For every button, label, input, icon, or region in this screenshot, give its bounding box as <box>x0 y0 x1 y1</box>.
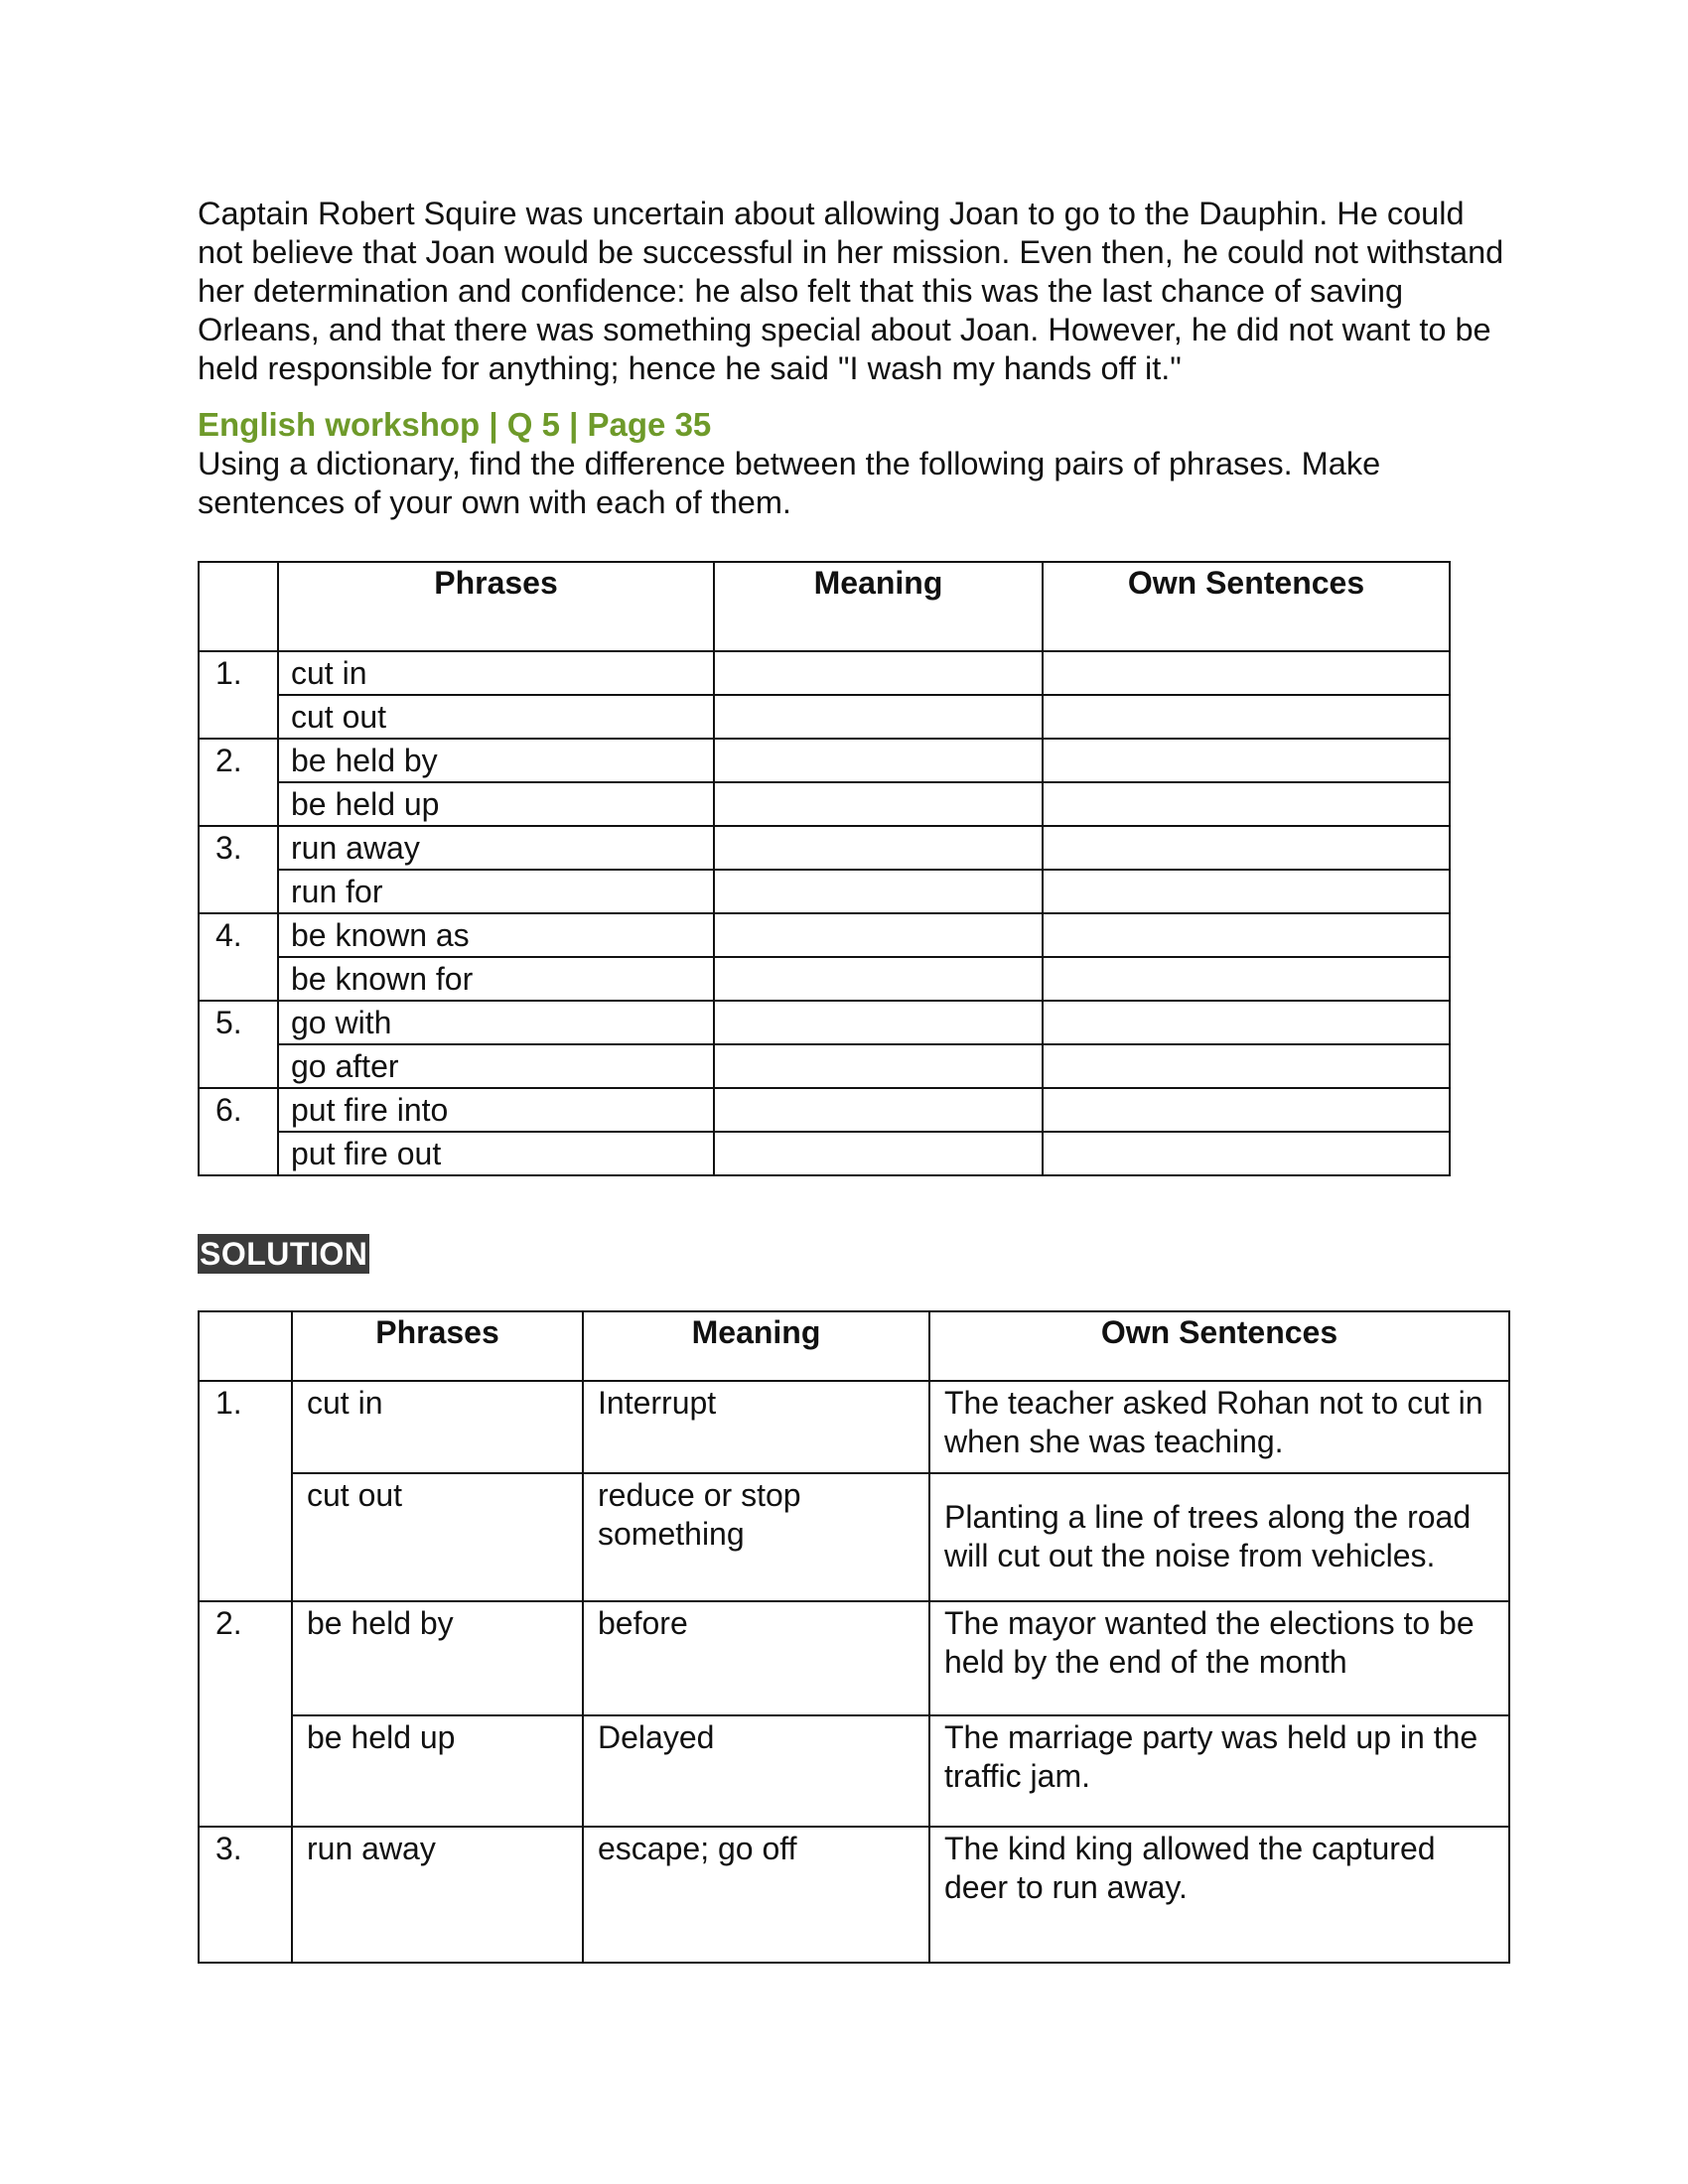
phrase-cell: be held up <box>292 1715 583 1827</box>
phrase-cell: cut out <box>292 1473 583 1601</box>
sentence-cell <box>1043 782 1450 826</box>
solution-table <box>198 1310 1510 1964</box>
sentence-cell <box>1043 695 1450 739</box>
sentence-cell <box>1043 1001 1450 1044</box>
sentence-cell: The marriage party was held up in the traffic jam. <box>929 1715 1509 1827</box>
exercise-header-sentences: Own Sentences <box>1043 562 1450 651</box>
intro-paragraph: Captain Robert Squire was uncertain about allowing Joan to go to the Dauphin. He could not believe that Joan would be successful in her mission. Even then, he could not withstand her determination and confidence: he also felt that this was the last chance of saving Orleans, and that there was something special about Joan. However, he did not want to be held responsible for anything; hence he said "I wash my hands off it." <box>198 196 1504 386</box>
question-text: Using a dictionary, find the difference between the following pairs of phrases. Make sentences of your own with each of them. <box>198 446 1381 520</box>
meaning-cell <box>714 1088 1043 1132</box>
solution-header-row <box>199 1311 1509 1381</box>
phrase-cell: cut in <box>278 651 714 695</box>
phrase-cell: be known for <box>278 957 714 1001</box>
table-row <box>199 782 1450 826</box>
row-number: 1. <box>199 651 278 739</box>
phrase-cell: cut in <box>292 1381 583 1473</box>
solution-header-meaning: Meaning <box>583 1311 929 1381</box>
exercise-table <box>198 561 1451 1176</box>
exercise-header-num <box>199 562 278 651</box>
row-number: 2. <box>199 739 278 826</box>
meaning-cell <box>714 782 1043 826</box>
phrase-cell: put fire out <box>278 1132 714 1175</box>
meaning-cell: reduce or stop something <box>583 1473 929 1601</box>
table-row <box>199 739 1450 782</box>
phrase-cell: run away <box>278 826 714 870</box>
meaning-cell: before <box>583 1601 929 1715</box>
table-row <box>199 870 1450 913</box>
exercise-header-phrases: Phrases <box>278 562 714 651</box>
sentence-cell: Planting a line of trees along the road will cut out the noise from vehicles. <box>929 1473 1509 1601</box>
phrase-cell: be held by <box>278 739 714 782</box>
exercise-header-meaning: Meaning <box>714 562 1043 651</box>
solution-header-num <box>199 1311 292 1381</box>
phrase-cell: run for <box>278 870 714 913</box>
table-row <box>199 1132 1450 1175</box>
row-number: 5. <box>199 1001 278 1088</box>
sentence-cell <box>1043 870 1450 913</box>
exercise-header-row <box>199 562 1450 651</box>
meaning-cell <box>714 1001 1043 1044</box>
solution-header-phrases: Phrases <box>292 1311 583 1381</box>
sentence-cell <box>1043 957 1450 1001</box>
sentence-cell <box>1043 913 1450 957</box>
table-row <box>199 1473 1509 1601</box>
sentence-cell <box>1043 651 1450 695</box>
sentence-cell: The teacher asked Rohan not to cut in when she was teaching. <box>929 1381 1509 1473</box>
table-row <box>199 651 1450 695</box>
meaning-cell <box>714 870 1043 913</box>
solution-header-sentences: Own Sentences <box>929 1311 1509 1381</box>
phrase-cell: go with <box>278 1001 714 1044</box>
phrase-cell: be held up <box>278 782 714 826</box>
table-row <box>199 826 1450 870</box>
table-row <box>199 1601 1509 1715</box>
phrase-cell: run away <box>292 1827 583 1963</box>
row-number: 3. <box>199 826 278 913</box>
meaning-cell <box>714 695 1043 739</box>
meaning-cell <box>714 1044 1043 1088</box>
sentence-cell: The mayor wanted the elections to be held by the end of the month <box>929 1601 1509 1715</box>
phrase-cell: be known as <box>278 913 714 957</box>
table-row <box>199 1088 1450 1132</box>
meaning-cell: Delayed <box>583 1715 929 1827</box>
table-row <box>199 1044 1450 1088</box>
sentence-cell <box>1043 739 1450 782</box>
table-row <box>199 1715 1509 1827</box>
table-row <box>199 1827 1509 1963</box>
meaning-cell <box>714 651 1043 695</box>
sentence-cell <box>1043 1088 1450 1132</box>
row-number: 6. <box>199 1088 278 1175</box>
row-number: 3. <box>199 1827 292 1963</box>
meaning-cell <box>714 913 1043 957</box>
phrase-cell: cut out <box>278 695 714 739</box>
phrase-cell: go after <box>278 1044 714 1088</box>
phrase-cell: put fire into <box>278 1088 714 1132</box>
meaning-cell: escape; go off <box>583 1827 929 1963</box>
sentence-cell: The kind king allowed the captured deer to run away. <box>929 1827 1509 1963</box>
phrase-cell: be held by <box>292 1601 583 1715</box>
sentence-cell <box>1043 1132 1450 1175</box>
meaning-cell <box>714 739 1043 782</box>
table-row <box>199 957 1450 1001</box>
row-number: 4. <box>199 913 278 1001</box>
meaning-cell <box>714 957 1043 1001</box>
table-row <box>199 1381 1509 1473</box>
table-row <box>199 695 1450 739</box>
sentence-cell <box>1043 826 1450 870</box>
row-number: 2. <box>199 1601 292 1827</box>
meaning-cell: Interrupt <box>583 1381 929 1473</box>
solution-label: SOLUTION <box>200 1236 368 1272</box>
row-number: 1. <box>199 1381 292 1601</box>
sentence-cell <box>1043 1044 1450 1088</box>
table-row <box>199 1001 1450 1044</box>
meaning-cell <box>714 826 1043 870</box>
meaning-cell <box>714 1132 1043 1175</box>
table-row <box>199 913 1450 957</box>
question-heading: English workshop | Q 5 | Page 35 <box>198 406 712 443</box>
